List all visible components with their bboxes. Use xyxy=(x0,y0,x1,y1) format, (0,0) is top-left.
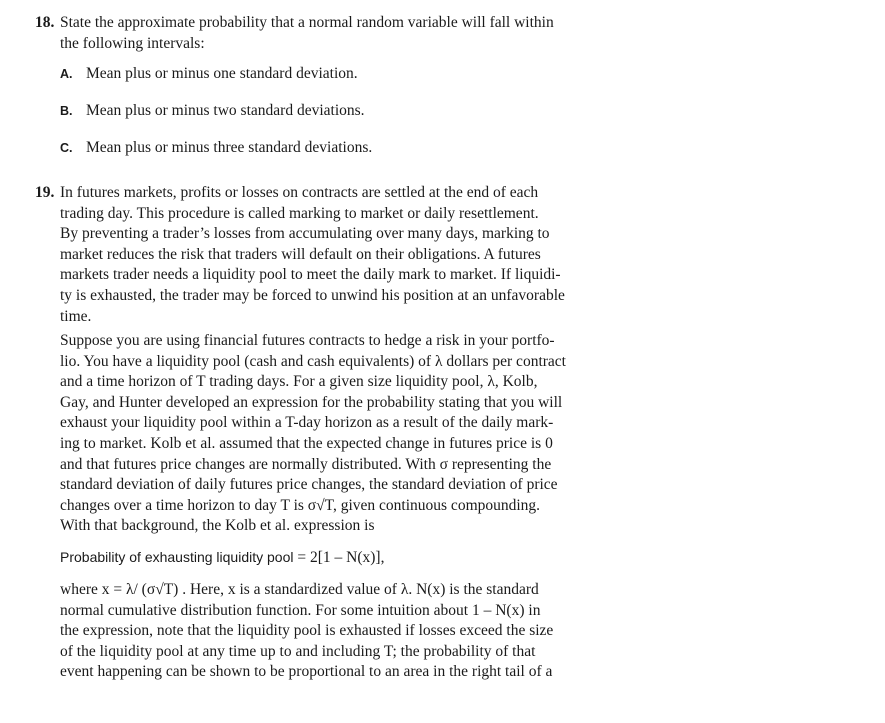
paragraph-line: event happening can be shown to be proportional to an area in the right tail of a xyxy=(60,663,553,681)
paragraph-line: of the liquidity pool at any time up to and including T; the probability of that xyxy=(60,642,536,660)
paragraph-line: and a time horizon of T trading days. For a given size liquidity pool, λ, Kolb, xyxy=(60,373,538,391)
question-number: 18. xyxy=(35,14,55,31)
option-text: Mean plus or minus one standard deviation. xyxy=(86,65,358,82)
option-c xyxy=(60,138,372,158)
paragraph-line: trading day. This procedure is called marking to market or daily resettlement. xyxy=(60,204,539,222)
option-text: Mean plus or minus three standard deviations. xyxy=(86,139,373,156)
question-number: 19. xyxy=(35,184,55,201)
paragraph-line: and that futures price changes are normally distributed. With σ representing the xyxy=(60,455,552,473)
formula-label: Probability of exhausting liquidity pool xyxy=(60,549,294,565)
question-18-stem xyxy=(60,13,660,54)
paragraph-line: where x = λ/ (σ√T) . Here, x is a standardized value of λ. N(x) is the standard xyxy=(60,581,539,598)
question-19-paragraph-3 xyxy=(60,580,645,683)
paragraph-line: Suppose you are using financial futures contracts to hedge a risk in your portfo- xyxy=(60,332,555,349)
paragraph-line: lio. You have a liquidity pool (cash and cash equivalents) of λ dollars per contract xyxy=(60,352,566,370)
paragraph-line: standard deviation of daily futures price changes, the standard deviation of price xyxy=(60,476,558,494)
option-text: Mean plus or minus two standard deviations. xyxy=(86,102,365,119)
stem-line: the following intervals: xyxy=(60,34,205,52)
paragraph-line: exhaust your liquidity pool within a T-day horizon as a result of the daily mark- xyxy=(60,414,554,432)
option-label: B. xyxy=(60,104,73,118)
formula-expression: = 2[1 – N(x)], xyxy=(293,549,385,566)
formula-line xyxy=(60,547,384,568)
question-18 xyxy=(35,13,675,52)
paragraph-line: ty is exhausted, the trader may be forced to unwind his position at an unfavorable xyxy=(60,286,565,304)
paragraph-line: With that background, the Kolb et al. expression is xyxy=(60,517,375,535)
paragraph-line: the expression, note that the liquidity pool is exhausted if losses exceed the size xyxy=(60,622,554,640)
paragraph-line: changes over a time horizon to day T is σ√T, given continuous compounding. xyxy=(60,496,541,514)
paragraph-line: time. xyxy=(60,307,92,325)
paragraph-line: market reduces the risk that traders will default on their obligations. A futures xyxy=(60,245,541,263)
option-a xyxy=(60,64,358,84)
question-19-paragraph-1 xyxy=(60,183,645,327)
paragraph-line: By preventing a trader’s losses from accumulating over many days, marking to xyxy=(60,225,550,243)
paragraph-line: In futures markets, profits or losses on contracts are settled at the end of each xyxy=(60,184,539,201)
question-19-paragraph-2 xyxy=(60,331,645,537)
option-b xyxy=(60,101,365,121)
paragraph-line: Gay, and Hunter developed an expression for the probability stating that you will xyxy=(60,393,563,411)
paragraph-line: normal cumulative distribution function. For some intuition about 1 – N(x) in xyxy=(60,601,541,619)
paragraph-line: markets trader needs a liquidity pool to meet the daily mark to market. If liquidi- xyxy=(60,266,561,284)
option-label: C. xyxy=(60,141,73,155)
paragraph-line: ing to market. Kolb et al. assumed that the expected change in futures price is 0 xyxy=(60,434,553,452)
stem-line: State the approximate probability that a normal random variable will fall within xyxy=(60,14,554,31)
option-label: A. xyxy=(60,67,73,81)
